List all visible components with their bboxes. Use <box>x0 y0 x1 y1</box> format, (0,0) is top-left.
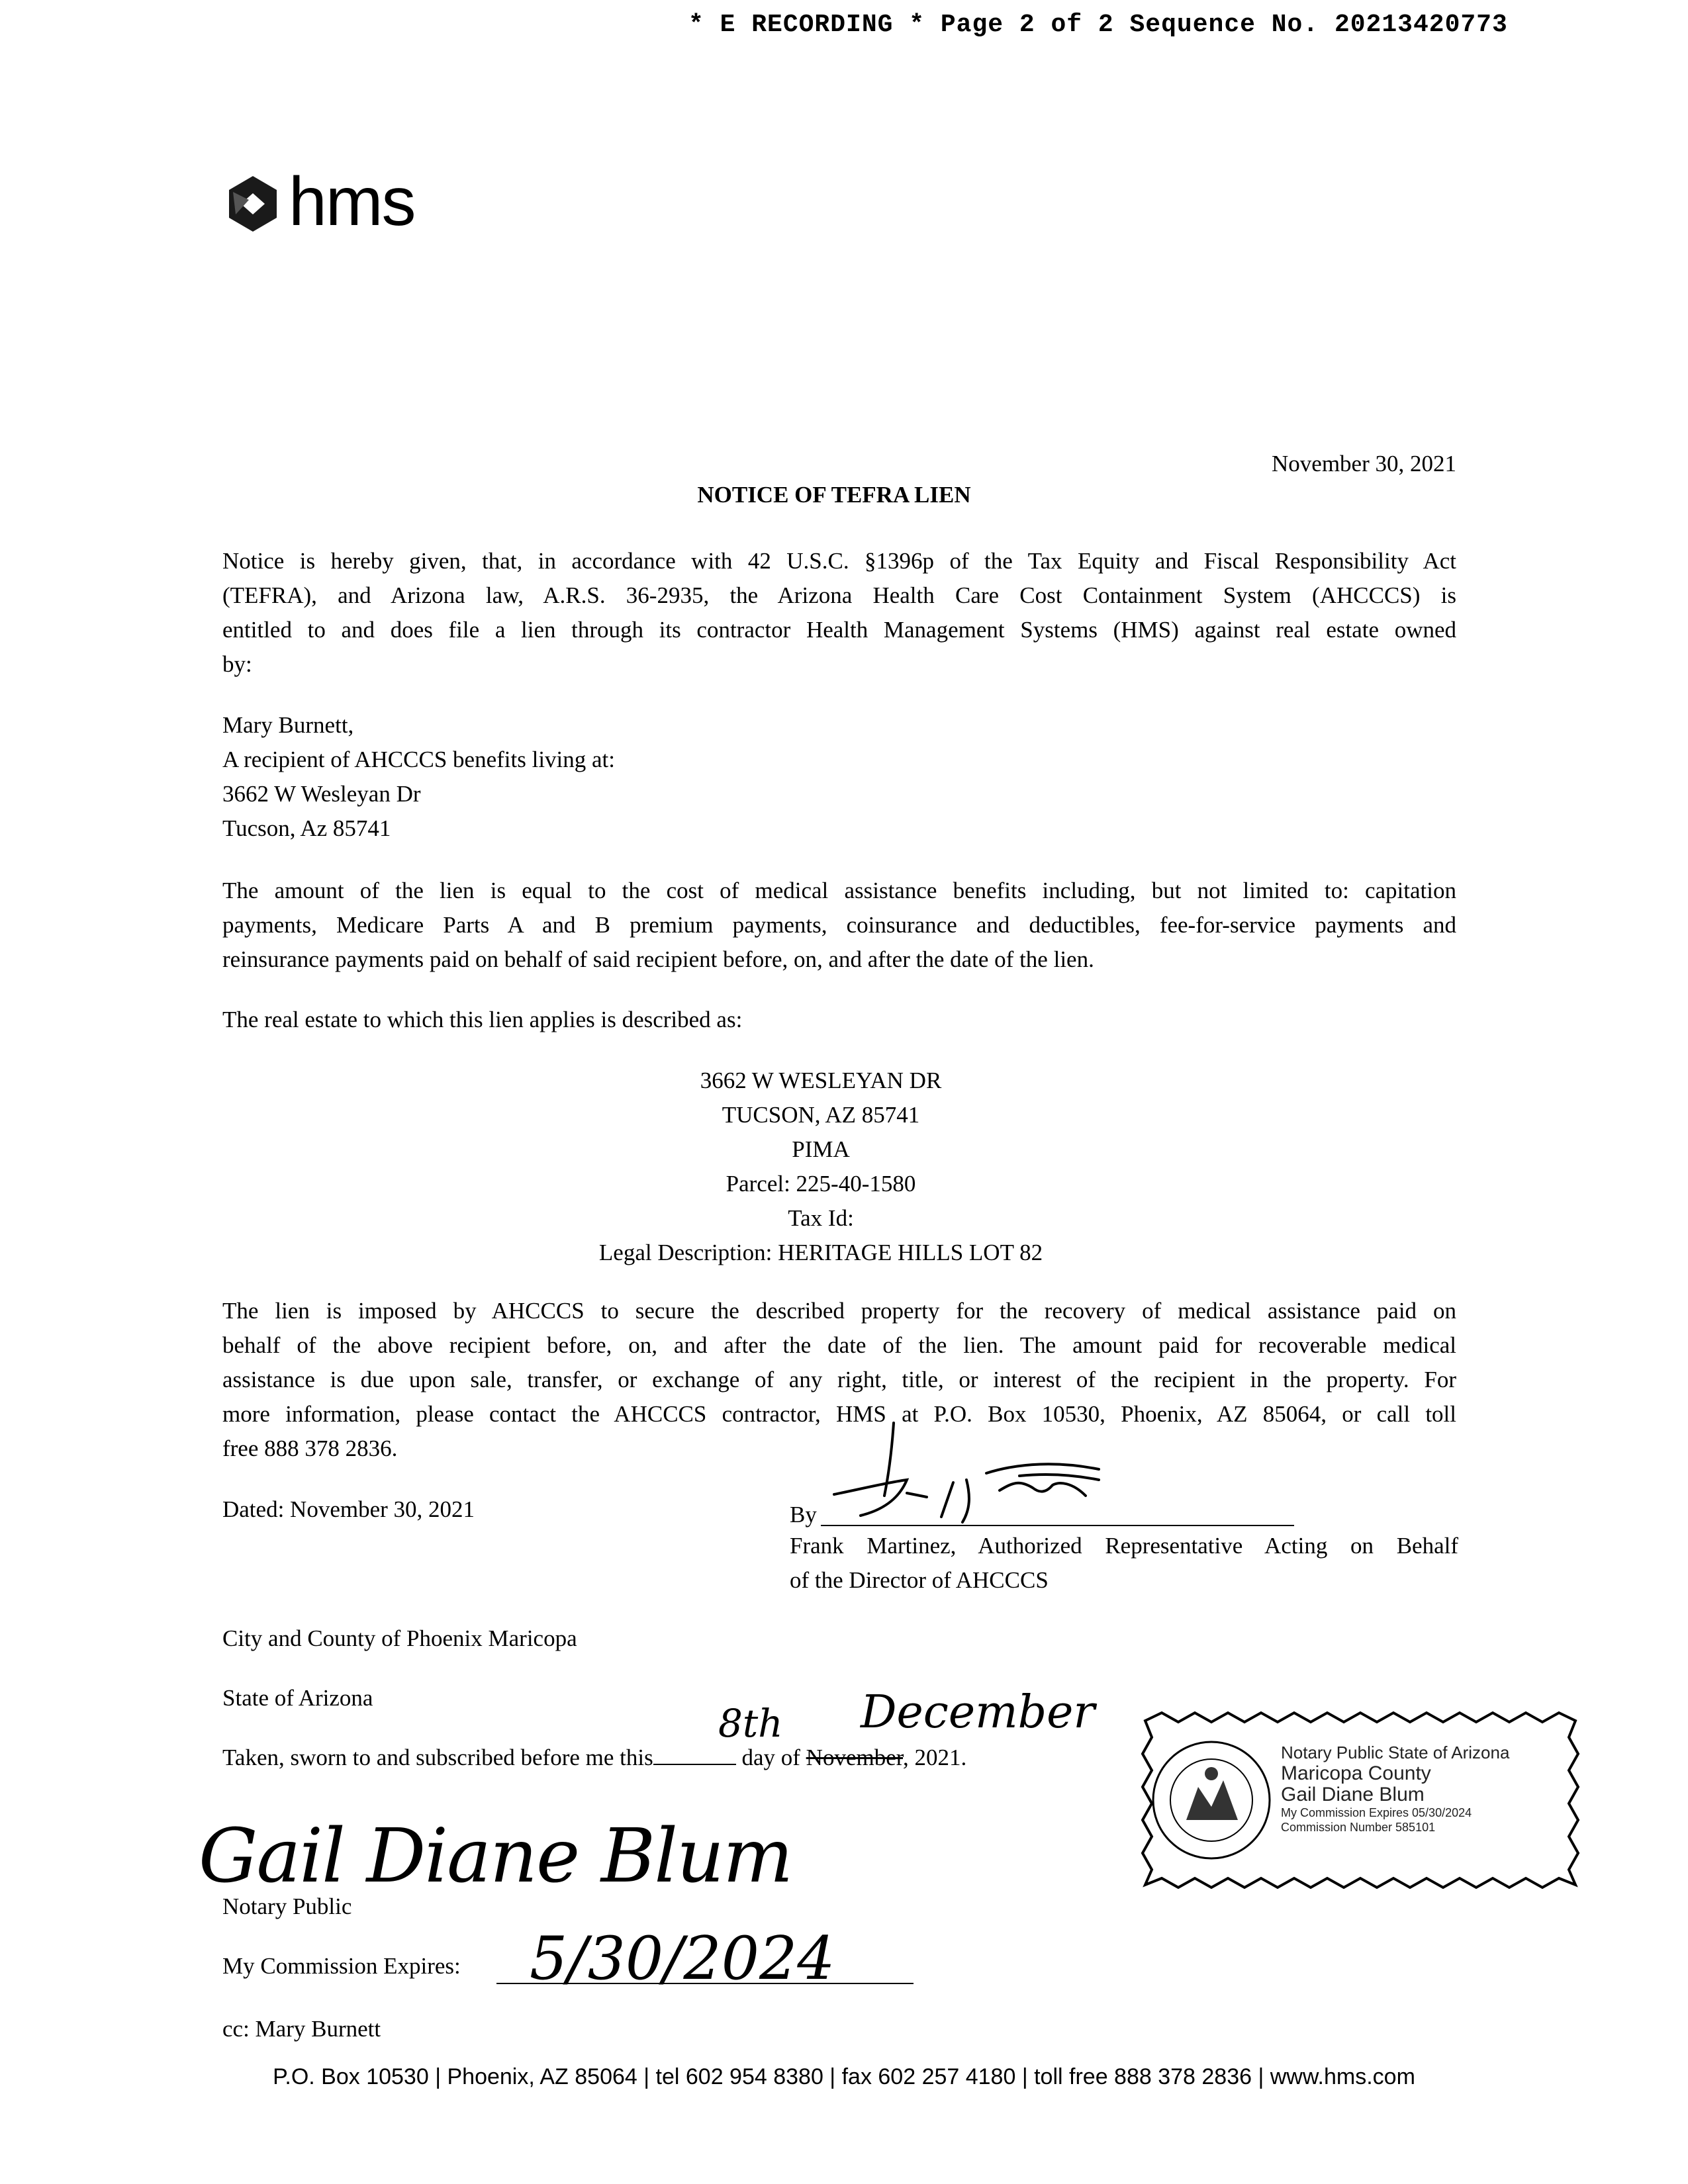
signer-name: Frank Martinez, Authorized Representative Acting on Behalf <box>790 1533 1458 1559</box>
property-parcel: Parcel: 225-40-1580 <box>726 1171 916 1197</box>
sworn-prefix: Taken, sworn to and subscribed before me this <box>222 1745 653 1770</box>
real-estate-intro: The real estate to which this lien applies is described as: <box>222 1007 743 1032</box>
sworn-suffix: , 2021. <box>903 1745 967 1770</box>
amount-line: The amount of the lien is equal to the cost of medical assistance benefits including, but not limited to: capitation <box>222 878 1456 903</box>
intro-line: Notice is hereby given, that, in accordance with 42 U.S.C. §1396p of the Tax Equity and Fiscal Responsibility Act <box>222 548 1456 574</box>
by-label: By <box>790 1502 817 1527</box>
property-street: 3662 W WESLEYAN DR <box>700 1068 942 1093</box>
stamp-county: Maricopa County <box>1281 1762 1431 1784</box>
property-county: PIMA <box>792 1136 850 1162</box>
commission-label: My Commission Expires: <box>222 1953 461 1979</box>
sworn-middle: day of <box>741 1745 800 1770</box>
stamp-expires: My Commission Expires 05/30/2024 <box>1281 1806 1472 1819</box>
notary-label: Notary Public <box>222 1893 352 1919</box>
commission-handwritten: 5/30/2024 <box>530 1924 835 1993</box>
recipient-line: A recipient of AHCCCS benefits living at: <box>222 747 616 772</box>
recording-header: * E RECORDING * Page 2 of 2 Sequence No. 20213420773 <box>688 11 1508 39</box>
property-legal-description: Legal Description: HERITAGE HILLS LOT 82 <box>598 1240 1043 1265</box>
struck-month: November <box>806 1745 903 1770</box>
notary-signature: Gail Diane Blum <box>199 1813 792 1899</box>
notary-stamp <box>1139 1707 1582 1893</box>
letter-date: November 30, 2021 <box>1272 451 1456 477</box>
recipient-city: Tucson, Az 85741 <box>222 815 391 841</box>
day-blank <box>653 1744 736 1765</box>
stamp-text <box>1281 1742 1572 1835</box>
page-title: NOTICE OF TEFRA LIEN <box>697 482 971 508</box>
imposed-line: behalf of the above recipient before, on, and after the date of the lien. The amount paid for recoverable medical <box>222 1332 1456 1358</box>
authorized-signature <box>821 1416 1192 1535</box>
imposed-line: assistance is due upon sale, transfer, or exchange of any right, title, or interest of the recipient in the property. For <box>222 1367 1456 1392</box>
hms-logo-mark <box>222 173 283 234</box>
handwritten-day: 8th <box>718 1701 783 1746</box>
footer-contact: P.O. Box 10530 | Phoenix, AZ 85064 | tel 602 954 8380 | fax 602 257 4180 | toll free 888 378 2836 | www.hms.com <box>273 2064 1415 2089</box>
imposed-line: free 888 378 2836. <box>222 1435 398 1461</box>
intro-line: (TEFRA), and Arizona law, A.R.S. 36-2935, the Arizona Health Care Cost Containment System (AHCCCS) is <box>222 582 1456 608</box>
stamp-number: Commission Number 585101 <box>1281 1821 1436 1834</box>
imposed-line: The lien is imposed by AHCCCS to secure the described property for the recovery of medical assistance paid on <box>222 1298 1456 1324</box>
imposed-line: more information, please contact the AHCCCS contractor, HMS at P.O. Box 10530, Phoenix, AZ 85064, or call toll <box>222 1401 1456 1427</box>
dated-line: Dated: November 30, 2021 <box>222 1496 475 1522</box>
city-county: City and County of Phoenix Maricopa <box>222 1625 577 1651</box>
state-line: State of Arizona <box>222 1685 373 1711</box>
cc-line: cc: Mary Burnett <box>222 2016 381 2042</box>
property-city: TUCSON, AZ 85741 <box>722 1102 920 1128</box>
intro-line: by: <box>222 651 252 677</box>
sworn-line <box>222 1741 966 1775</box>
hms-logo-text: hms <box>289 163 415 240</box>
intro-paragraph <box>222 544 1456 682</box>
amount-paragraph <box>222 874 1456 977</box>
stamp-name: Gail Diane Blum <box>1281 1784 1425 1805</box>
property-block <box>490 1064 1152 1270</box>
signer-title: of the Director of AHCCCS <box>790 1567 1049 1593</box>
intro-line: entitled to and does file a lien through its contractor Health Management Systems (HMS) against real estate owned <box>222 617 1456 643</box>
amount-line: payments, Medicare Parts A and B premium payments, coinsurance and deductibles, fee-for-service payments and <box>222 912 1456 938</box>
stamp-title: Notary Public State of Arizona <box>1281 1743 1510 1762</box>
signer-block <box>790 1529 1458 1598</box>
amount-line: reinsurance payments paid on behalf of said recipient before, on, and after the date of the lien. <box>222 946 1094 972</box>
recipient-name: Mary Burnett, <box>222 712 354 738</box>
property-tax-id: Tax Id: <box>788 1205 854 1231</box>
handwritten-month: December <box>861 1686 1095 1739</box>
recipient-street: 3662 W Wesleyan Dr <box>222 781 421 807</box>
recipient-block <box>222 708 1017 846</box>
